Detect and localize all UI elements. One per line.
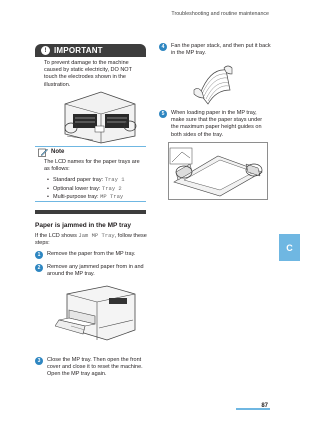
list-item: • Standard paper tray: Tray 1 xyxy=(47,176,125,183)
warning-icon: ! xyxy=(41,46,50,55)
page-number: 87 xyxy=(261,403,268,409)
paper-height-guides-illustration xyxy=(168,142,268,200)
section-title: Paper is jammed in the MP tray xyxy=(35,222,131,229)
important-banner xyxy=(35,44,146,57)
note-divider-bottom xyxy=(35,201,146,202)
section-bar xyxy=(35,210,146,214)
note-bullet-list xyxy=(47,176,125,202)
note-label: Note xyxy=(51,149,65,155)
step-3: 3 Close the MP tray. Then open the front cover and close it to reset the machine. Open the MP tray again. xyxy=(35,357,147,379)
step-1: 1 Remove the paper from the MP tray. xyxy=(35,251,147,259)
note-divider-top xyxy=(35,146,146,147)
chapter-tab: C xyxy=(279,234,300,261)
important-text: To prevent damage to the machine caused by static electricity, DO NOT touch the electrodes shown in the illustration. xyxy=(44,60,132,88)
step-number-icon: 3 xyxy=(35,357,43,365)
printer-electrodes-illustration xyxy=(57,88,141,144)
note-pencil-icon xyxy=(38,148,48,157)
section-intro: If the LCD shows Jam MP Tray, follow these steps: xyxy=(35,232,147,247)
list-item: • Multi-purpose tray: MP Tray xyxy=(47,193,124,201)
note-text: The LCD names for the paper trays are as follows: xyxy=(44,159,140,173)
step-number-icon: 5 xyxy=(159,110,167,118)
list-item: • Optional lower tray: Tray 2 xyxy=(47,184,122,192)
running-header: Troubleshooting and routine maintenance xyxy=(171,11,269,17)
step-number-icon: 2 xyxy=(35,264,43,272)
fanning-paper-illustration xyxy=(190,64,234,106)
step-5: 5 When loading paper in the MP tray, make sure that the paper stays under the maximum paper height guides on both sides of the tray. xyxy=(159,110,271,139)
important-label: IMPORTANT xyxy=(54,46,103,55)
step-number-icon: 4 xyxy=(159,43,167,51)
step-2: 2 Remove any jammed paper from in and around the MP tray. xyxy=(35,264,147,278)
step-number-icon: 1 xyxy=(35,251,43,259)
step-4: 4 Fan the paper stack, and then put it back in the MP tray. xyxy=(159,43,271,57)
printer-mp-tray-illustration xyxy=(55,284,145,342)
